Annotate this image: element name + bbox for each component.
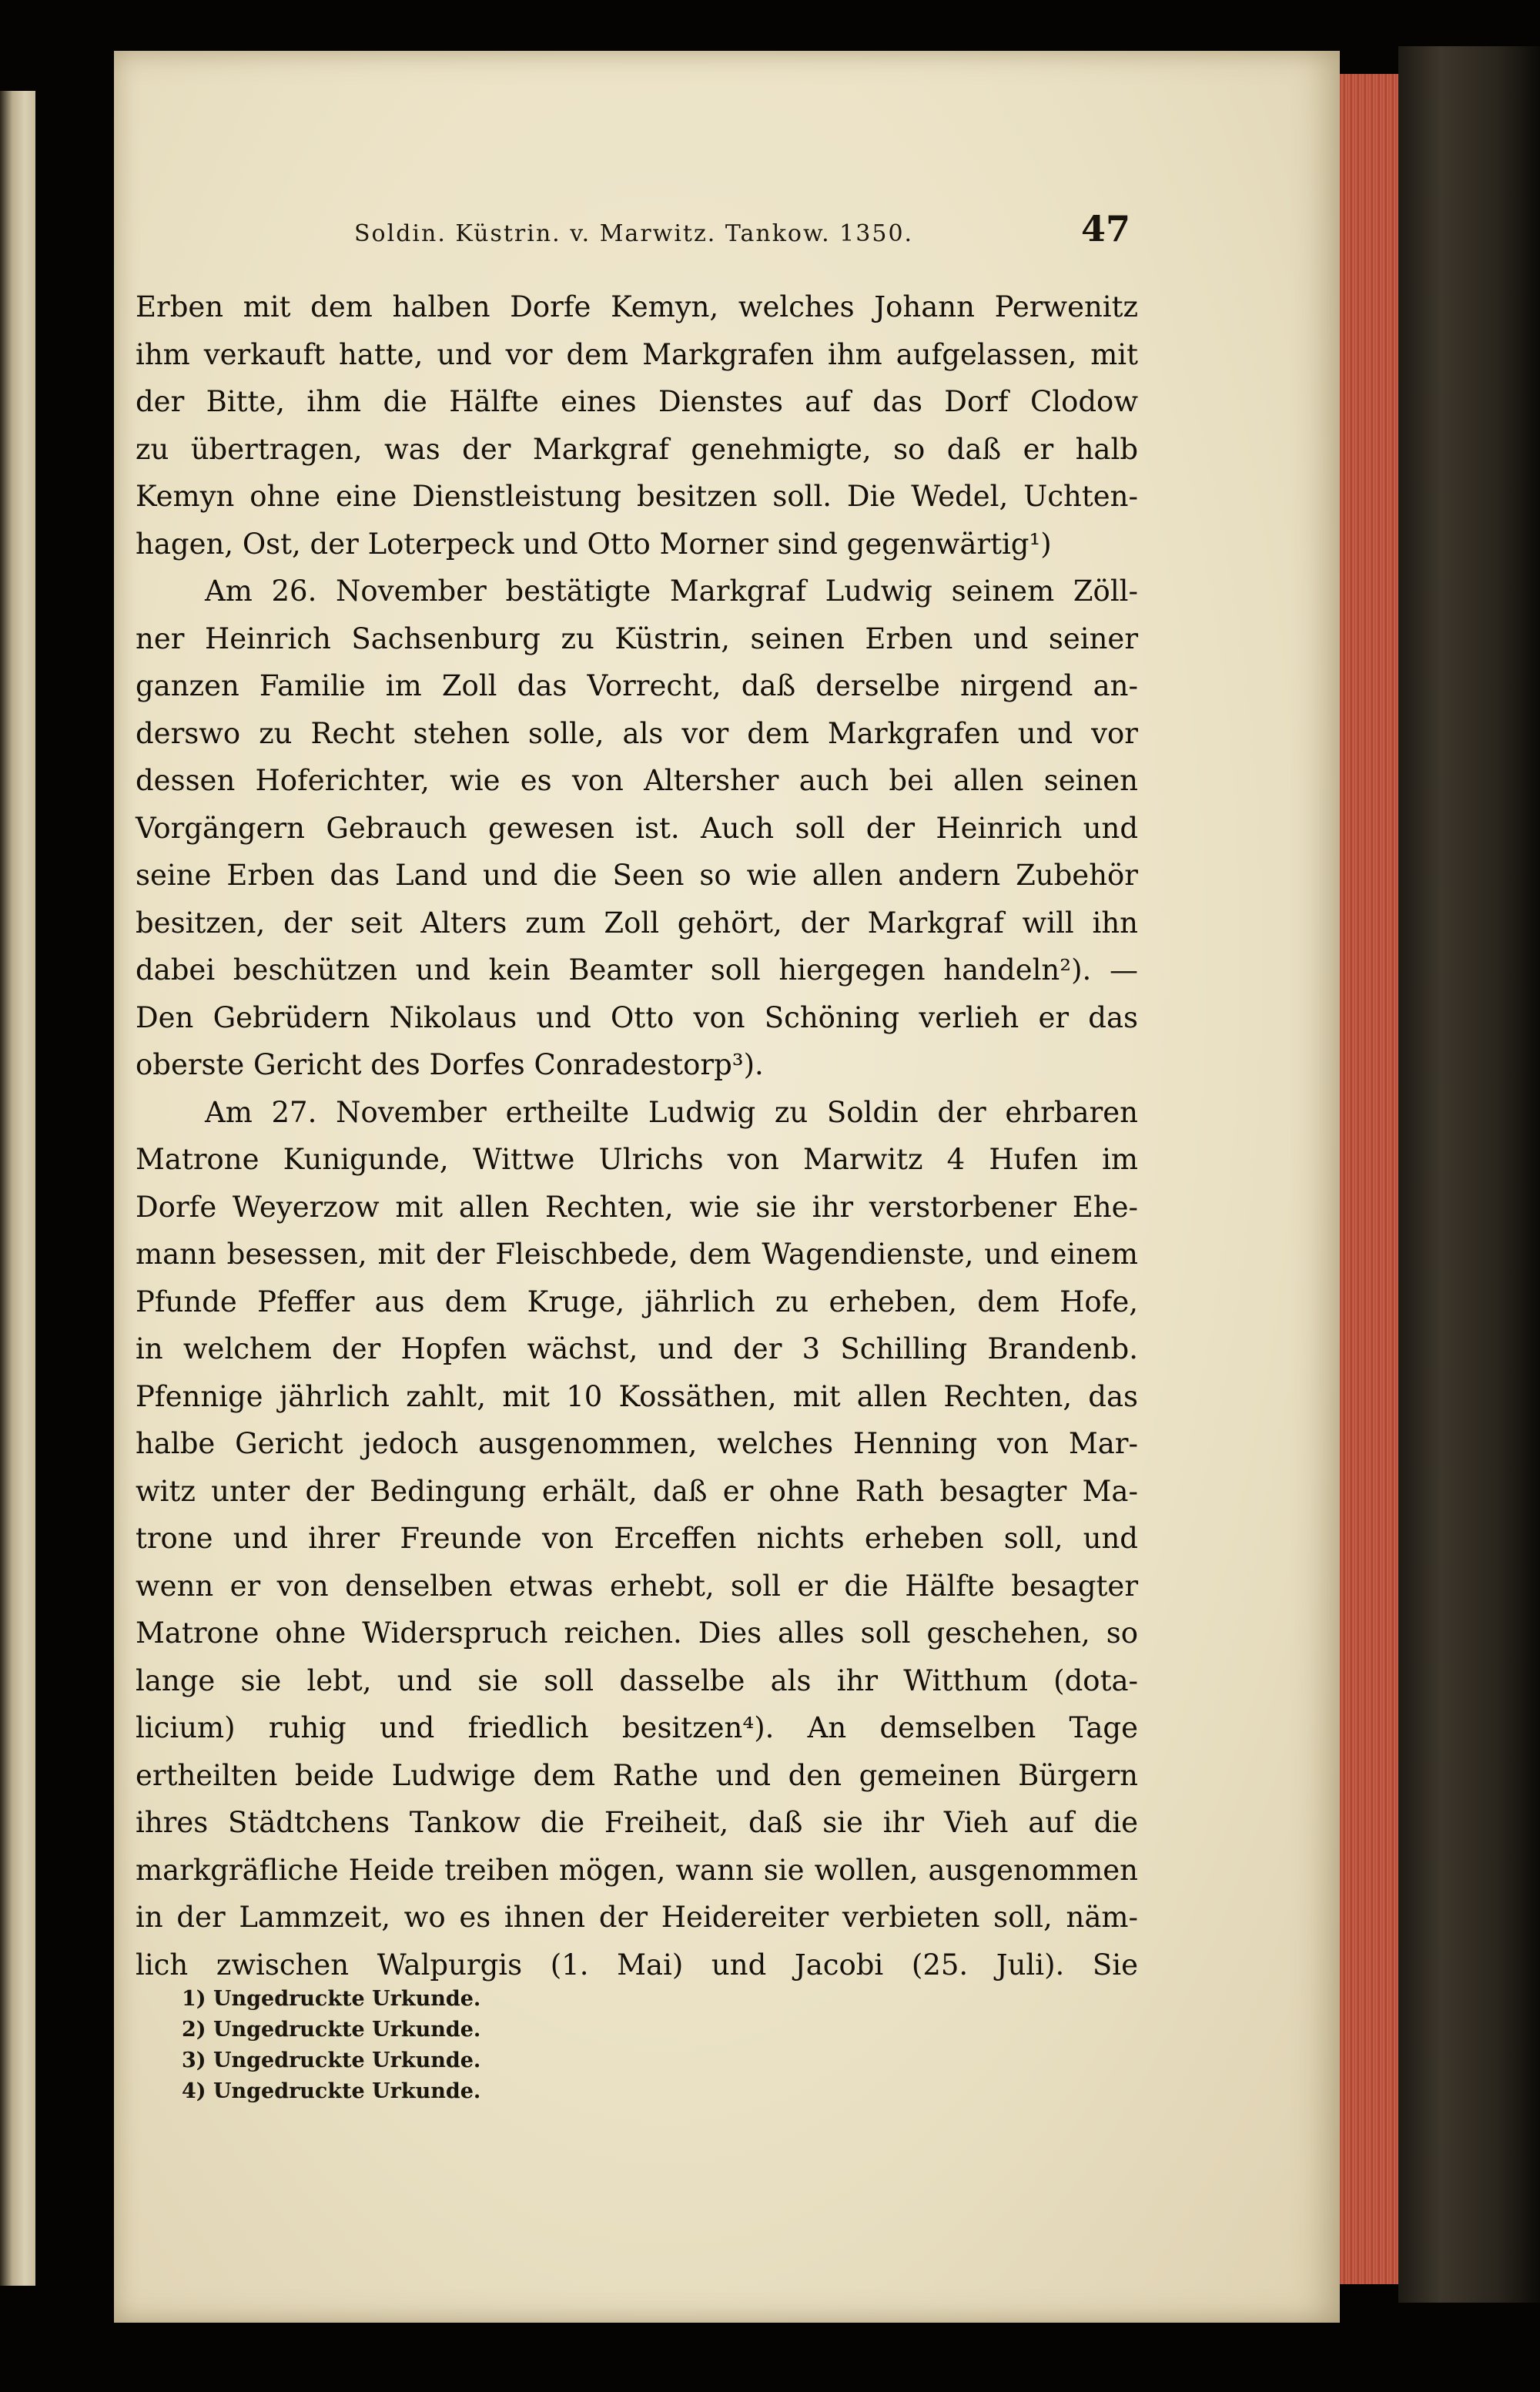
text-line: ertheilten beide Ludwige dem Rathe und den gemeinen Bürgern <box>136 1758 1138 1792</box>
text-line: Dorfe Weyerzow mit allen Rechten, wie sie ihr verstorbener Ehe- <box>136 1190 1138 1224</box>
body-text <box>136 283 1138 1988</box>
text-line: hagen, Ost, der Loterpeck und Otto Morner sind gegenwärtig¹) <box>136 527 1052 561</box>
page-number: 47 <box>1081 208 1131 250</box>
text-line: seine Erben das Land und die Seen so wie allen andern Zubehör <box>136 859 1138 892</box>
text-line: derswo zu Recht stehen solle, als vor dem Markgrafen und vor <box>136 716 1138 750</box>
text-line: licium) ruhig und friedlich besitzen⁴). An demselben Tage <box>136 1711 1138 1744</box>
text-line: Matrone ohne Widerspruch reichen. Dies alles soll geschehen, so <box>136 1616 1138 1650</box>
text-line: in der Lammzeit, wo es ihnen der Heidereiter verbieten soll, näm- <box>136 1901 1138 1934</box>
footnote: 2) Ungedruckte Urkunde. <box>182 2018 481 2042</box>
text-line: trone und ihrer Freunde von Erceffen nichts erheben soll, und <box>136 1522 1138 1555</box>
text-line: lange sie lebt, und sie soll dasselbe als ihr Witthum (dota- <box>136 1663 1138 1697</box>
text-line: ihres Städtchens Tankow die Freiheit, daß sie ihr Vieh auf die <box>136 1806 1138 1839</box>
text-line: mann besessen, mit der Fleischbede, dem Wagendienste, und einem <box>136 1238 1138 1271</box>
red-page-edges <box>1340 74 1398 2284</box>
text-line: zu übertragen, was der Markgraf genehmigte, so daß er halb <box>136 432 1138 466</box>
text-line: ganzen Familie im Zoll das Vorrecht, daß derselbe nirgend an- <box>136 669 1138 702</box>
text-line: Am 26. November bestätigte Markgraf Ludwig seinem Zöll- <box>205 575 1138 608</box>
text-line: lich zwischen Walpurgis (1. Mai) und Jacobi (25. Juli). Sie <box>136 1948 1138 1982</box>
text-line: Pfunde Pfeffer aus dem Kruge, jährlich zu erheben, dem Hofe, <box>136 1285 1138 1318</box>
text-line: ihm verkauft hatte, und vor dem Markgrafen ihm aufgelassen, mit <box>136 337 1138 371</box>
text-line: oberste Gericht des Dorfes Conradestorp³). <box>136 1048 764 1081</box>
left-page-edge <box>0 91 35 2286</box>
text-line: markgräfliche Heide treiben mögen, wann sie wollen, ausgenommen <box>136 1853 1138 1887</box>
running-head: Soldin. Küstrin. v. Marwitz. Tankow. 1350. <box>354 220 914 247</box>
text-line: in welchem der Hopfen wächst, und der 3 Schilling Brandenb. <box>136 1332 1138 1365</box>
book-cover <box>1398 46 1540 2303</box>
text-line: Kemyn ohne eine Dienstleistung besitzen soll. Die Wedel, Uchten- <box>136 480 1138 513</box>
text-line: Pfennige jährlich zahlt, mit 10 Kossäthen, mit allen Rechten, das <box>136 1379 1138 1413</box>
text-line: halbe Gericht jedoch ausgenommen, welches Henning von Mar- <box>136 1427 1138 1460</box>
text-line: Am 27. November ertheilte Ludwig zu Soldin der ehrbaren <box>205 1095 1138 1129</box>
text-line: dabei beschützen und kein Beamter soll hiergegen handeln²). — <box>136 953 1138 987</box>
footnote: 3) Ungedruckte Urkunde. <box>182 2049 481 2072</box>
text-line: Erben mit dem halben Dorfe Kemyn, welches Johann Perwenitz <box>136 290 1138 323</box>
text-line: Vorgängern Gebrauch gewesen ist. Auch soll der Heinrich und <box>136 811 1138 845</box>
text-line: ner Heinrich Sachsenburg zu Küstrin, seinen Erben und seiner <box>136 621 1138 655</box>
text-line: wenn er von denselben etwas erhebt, soll er die Hälfte besagter <box>136 1569 1138 1603</box>
text-line: dessen Hoferichter, wie es von Altersher auch bei allen seinen <box>136 764 1138 797</box>
footnote: 4) Ungedruckte Urkunde. <box>182 2079 481 2103</box>
footnotes <box>182 1984 721 2107</box>
footnote: 1) Ungedruckte Urkunde. <box>182 1987 481 2011</box>
text-line: witz unter der Bedingung erhält, daß er ohne Rath besagter Ma- <box>136 1474 1138 1508</box>
text-line: Matrone Kunigunde, Wittwe Ulrichs von Marwitz 4 Hufen im <box>136 1143 1138 1176</box>
text-line: Den Gebrüdern Nikolaus und Otto von Schöning verlieh er das <box>136 1000 1138 1034</box>
text-line: besitzen, der seit Alters zum Zoll gehört, der Markgraf will ihn <box>136 906 1138 940</box>
text-line: der Bitte, ihm die Hälfte eines Dienstes auf das Dorf Clodow <box>136 385 1138 418</box>
